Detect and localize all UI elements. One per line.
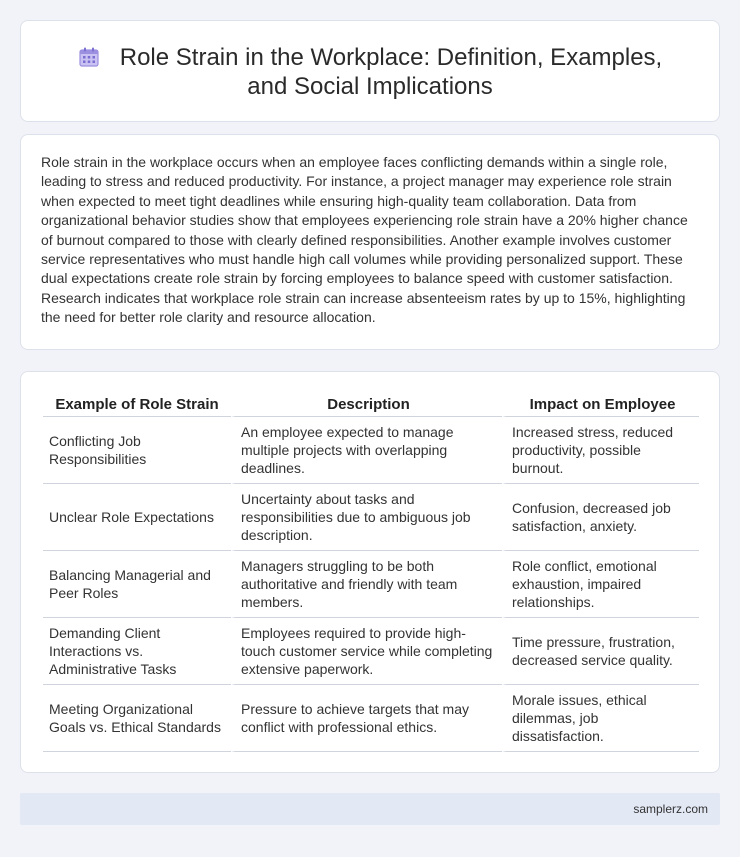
footer-site-link[interactable]: samplerz.com xyxy=(633,802,708,816)
cell-description: Managers struggling to be both authoritative and friendly with team members. xyxy=(231,551,502,618)
cell-example: Conflicting Job Responsibilities xyxy=(43,417,231,484)
cell-description: Employees required to provide high-touch customer service while completing extensive paperwork. xyxy=(231,618,502,685)
table-row xyxy=(43,685,699,752)
page-title: Role Strain in the Workplace: Definition, Examples, and Social Implications xyxy=(119,44,663,100)
intro-paragraph: Role strain in the workplace occurs when an employee faces conflicting demands within a single role, leading to stress and reduced productivity. For instance, a project manager may experience role strain when expected to meet tight deadlines while ensuring high-quality team collaboration. Data from organizational behavior studies show that employees experiencing role strain have a 20% higher chance of burnout compared to those with clearly defined responsibilities. Another example involves customer service representatives who must handle high call volumes while providing personalized support. These dual expectations create role strain by forcing employees to balance speed with customer satisfaction. Research indicates that workplace role strain can increase absenteeism rates by up to 15%, highlighting the need for better role clarity and resource allocation. xyxy=(41,154,688,326)
title-card xyxy=(20,20,720,122)
header-impact: Impact on Employee xyxy=(502,392,699,417)
footer xyxy=(20,793,720,825)
cell-example: Unclear Role Expectations xyxy=(43,484,231,551)
cell-impact: Increased stress, reduced productivity, possible burnout. xyxy=(502,417,699,484)
table-header-row xyxy=(43,392,699,417)
cell-description: Uncertainty about tasks and responsibilities due to ambiguous job description. xyxy=(231,484,502,551)
cell-description: An employee expected to manage multiple projects with overlapping deadlines. xyxy=(231,417,502,484)
cell-example: Meeting Organizational Goals vs. Ethical Standards xyxy=(43,685,231,752)
table-row xyxy=(43,417,699,484)
cell-description: Pressure to achieve targets that may conflict with professional ethics. xyxy=(231,685,502,752)
role-strain-table xyxy=(43,392,699,752)
cell-impact: Role conflict, emotional exhaustion, impaired relationships. xyxy=(502,551,699,618)
intro-card xyxy=(20,134,720,350)
table-row xyxy=(43,551,699,618)
page-title-wrap xyxy=(61,43,679,101)
table-row xyxy=(43,618,699,685)
cell-impact: Time pressure, frustration, decreased service quality. xyxy=(502,618,699,685)
header-example: Example of Role Strain xyxy=(43,392,231,417)
cell-example: Demanding Client Interactions vs. Administrative Tasks xyxy=(43,618,231,685)
header-description: Description xyxy=(231,392,502,417)
table-row xyxy=(43,484,699,551)
calendar-icon xyxy=(78,46,100,68)
cell-example: Balancing Managerial and Peer Roles xyxy=(43,551,231,618)
cell-impact: Morale issues, ethical dilemmas, job dissatisfaction. xyxy=(502,685,699,752)
table-card xyxy=(20,371,720,773)
cell-impact: Confusion, decreased job satisfaction, anxiety. xyxy=(502,484,699,551)
